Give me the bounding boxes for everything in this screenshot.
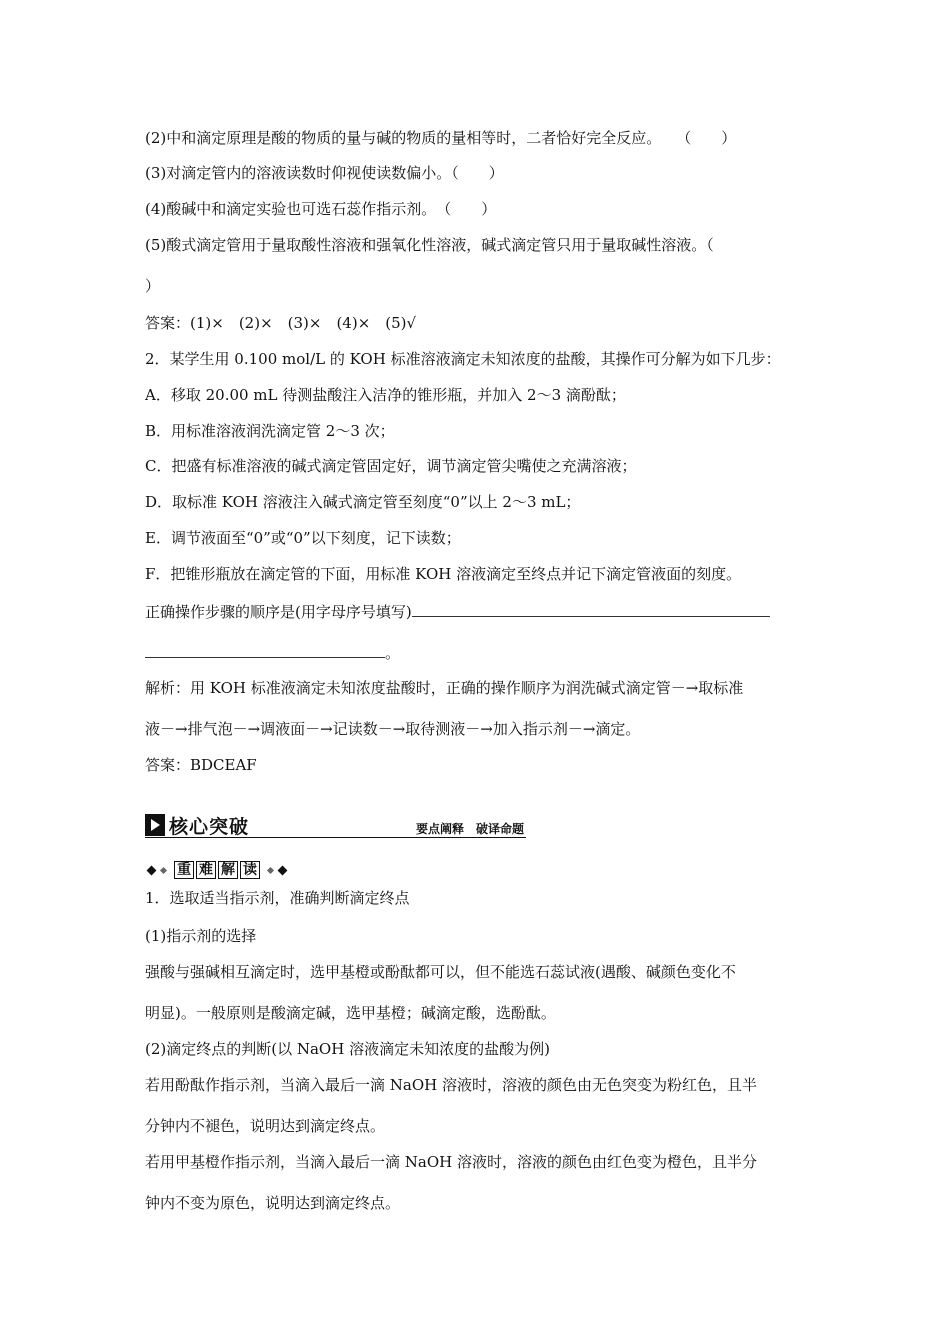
banner-title: 核心突破 — [169, 816, 250, 838]
q2-answer: 答案：BDCEAF — [145, 756, 257, 774]
indicator-choice-line2: 明显)。一般原则是酸滴定碱，选甲基橙；碱滴定酸，选酚酞。 — [145, 1004, 556, 1022]
diamond-icon — [278, 865, 288, 875]
q2-question-cont — [145, 641, 400, 663]
subheading-char-2: 难 — [196, 861, 216, 879]
subheading-char-1: 重 — [174, 861, 194, 879]
q1-item-2: (2)中和滴定原理是酸的物质的量与碱的物质的量相等时，二者恰好完全反应。 （ ） — [145, 129, 737, 147]
q2-stem: 2．某学生用 0.100 mol/L 的 KOH 标准溶液滴定未知浓度的盐酸，其操作可分解为如下几步： — [145, 350, 781, 368]
q2-question — [145, 600, 770, 622]
subheading-char-4: 读 — [240, 861, 260, 879]
section-banner — [145, 812, 526, 838]
endpoint-title: (2)滴定终点的判断(以 NaOH 溶液滴定未知浓度的盐酸为例) — [145, 1040, 550, 1058]
q2-step-b: B．用标准溶液润洗滴定管 2～3 次； — [145, 422, 395, 440]
q2-analysis-line2: 液－→排气泡－→调液面－→记读数－→取待测液－→加入指示剂－→滴定。 — [145, 720, 641, 738]
q2-step-a: A．移取 20.00 mL 待测盐酸注入洁净的锥形瓶，并加入 2～3 滴酚酞； — [145, 386, 626, 404]
answer-blank-2[interactable] — [145, 641, 385, 658]
q2-step-d: D．取标准 KOH 溶液注入碱式滴定管至刻度“0”以上 2～3 mL； — [145, 493, 581, 511]
endpoint-phenolphthalein-line1: 若用酚酞作指示剂，当滴入最后一滴 NaOH 溶液时，溶液的颜色由无色突变为粉红色，且半 — [145, 1076, 757, 1094]
q1-answer: 答案：(1)× (2)× (3)× (4)× (5)√ — [145, 314, 417, 332]
section-heading-1: 1．选取适当指示剂，准确判断滴定终点 — [145, 889, 410, 907]
q2-analysis-line1: 解析：用 KOH 标准液滴定未知浓度盐酸时，正确的操作顺序为润洗碱式滴定管－→取标准 — [145, 679, 744, 697]
small-diamond-icon — [160, 866, 167, 873]
subheading-char-3: 解 — [218, 861, 238, 879]
q2-question-text: 正确操作步骤的顺序是(用字母序号填写) — [145, 603, 412, 621]
diamond-icon — [147, 865, 157, 875]
q1-item-5-line1: (5)酸式滴定管用于量取酸性溶液和强氧化性溶液，碱式滴定管只用于量取碱性溶液。（ — [145, 236, 714, 254]
q1-item-5-line2: ） — [145, 277, 161, 295]
sub-heading — [145, 860, 289, 880]
indicator-choice-line1: 强酸与强碱相互滴定时，选甲基橙或酚酞都可以，但不能选石蕊试液(遇酸、碱颜色变化不 — [145, 963, 736, 981]
q2-step-c: C．把盛有标准溶液的碱式滴定管固定好，调节滴定管尖嘴使之充满溶液； — [145, 457, 637, 475]
endpoint-phenolphthalein-line2: 分钟内不褪色，说明达到滴定终点。 — [145, 1117, 386, 1135]
answer-blank-1[interactable] — [412, 600, 770, 617]
small-diamond-icon — [267, 866, 274, 873]
endpoint-methyl-orange-line2: 钟内不变为原色，说明达到滴定终点。 — [145, 1194, 401, 1212]
q2-step-e: E．调节液面至“0”或“0”以下刻度，记下读数； — [145, 529, 461, 547]
q2-step-f: F．把锥形瓶放在滴定管的下面，用标准 KOH 溶液滴定至终点并记下滴定管液面的刻度。 — [145, 565, 742, 583]
q1-item-3: (3)对滴定管内的溶液读数时仰视使读数偏小。（ ） — [145, 164, 504, 182]
banner-subtitle: 要点阐释 破译命题 — [415, 822, 524, 836]
endpoint-methyl-orange-line1: 若用甲基橙作指示剂，当滴入最后一滴 NaOH 溶液时，溶液的颜色由红色变为橙色，且半分 — [145, 1153, 757, 1171]
play-triangle-icon — [145, 814, 165, 836]
indicator-choice-title: (1)指示剂的选择 — [145, 927, 257, 945]
q2-end-mark: 。 — [385, 644, 401, 662]
q1-item-4: (4)酸碱中和滴定实验也可选石蕊作指示剂。 （ ） — [145, 200, 497, 218]
